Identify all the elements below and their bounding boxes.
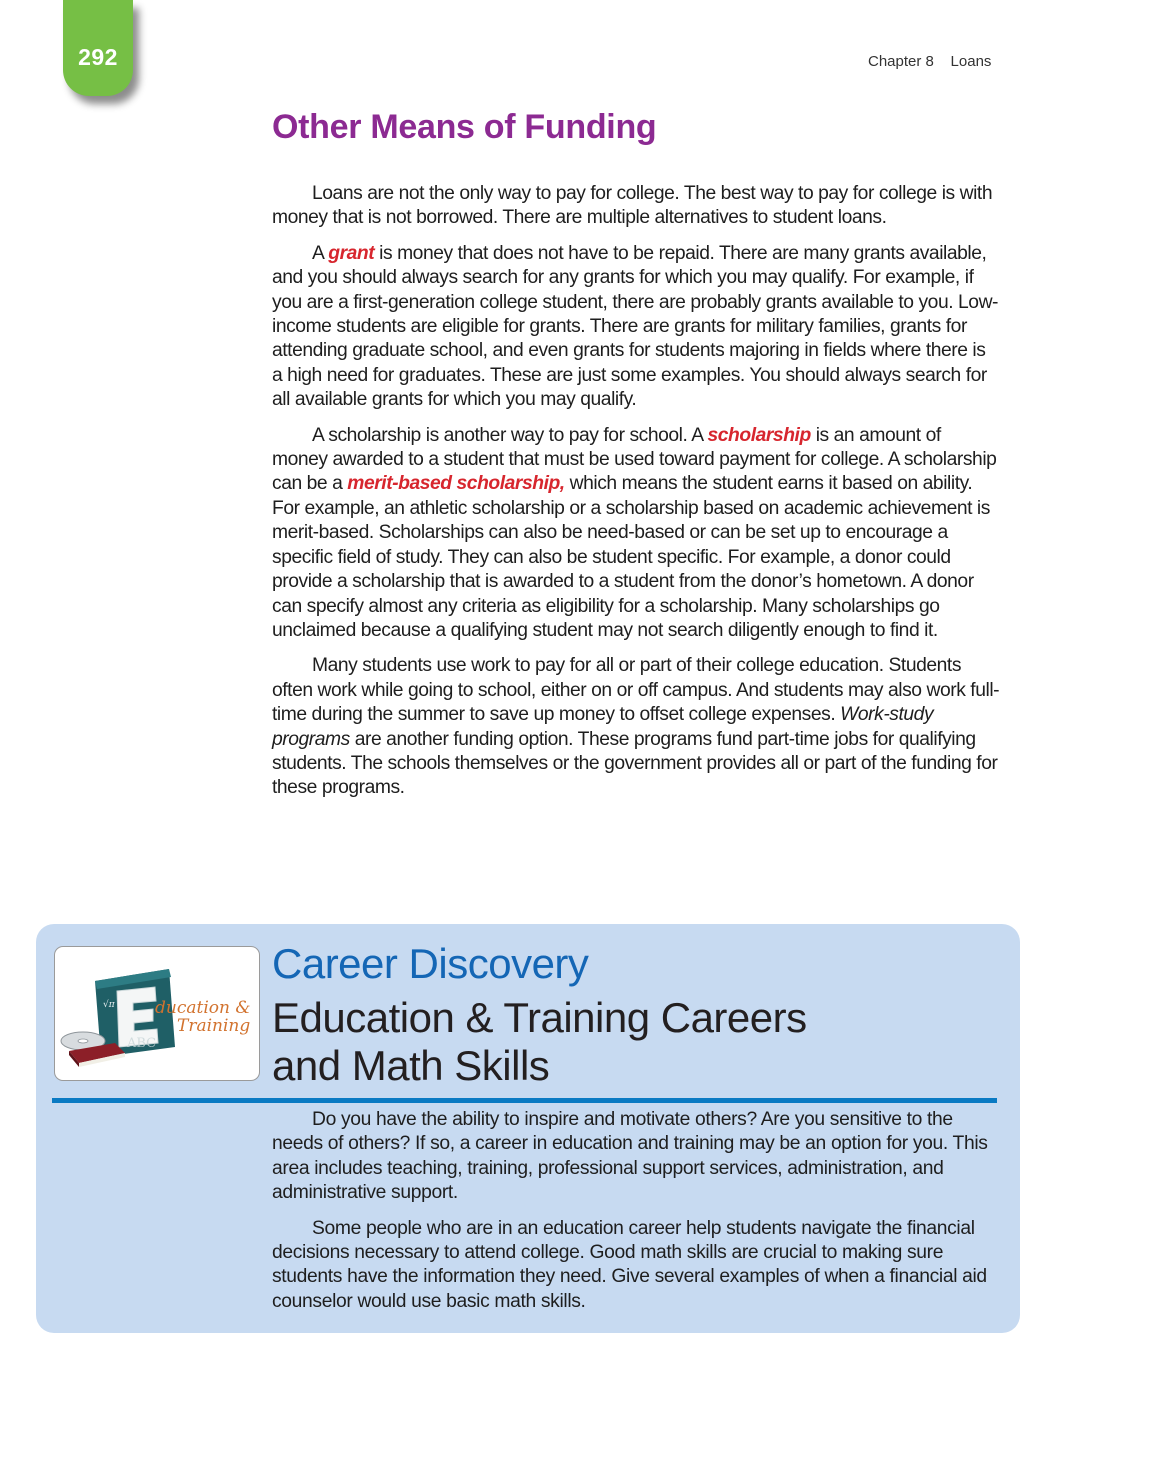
paragraph-intro: Loans are not the only way to pay for college. The best way to pay for college is with money that is not borrowed. There are multiple alternatives to student loans. xyxy=(272,183,993,229)
key-term-scholarship: scholarship xyxy=(707,424,811,446)
key-term-grant: grant xyxy=(328,242,375,264)
section-title: Other Means of Funding xyxy=(272,108,657,146)
paragraph-work-study: Many students use work to pay for all or part of their college education. Students often work while going to school, either on or off campus. And students may also work full-time during the summer to save up money to offset college expenses. Work-study programs are another funding option. These programs fund part-time jobs for qualifying students. The schools themselves or the government provides all or part of the funding for these programs. xyxy=(272,655,1000,799)
paragraph-grant: A grant is money that does not have to be repaid. There are many grants available, and you should always search for any grants for which you may qualify. For example, if you are a first-generation college student, there are probably grants available to you. Low-income students are eligible for grants. There are grants for military families, grants for attending graduate school, and even grants for students majoring in fields where there is a high need for graduates. These are just some examples. You should always search for all available grants for which you may qualify. xyxy=(272,242,999,411)
svg-text:√π: √π xyxy=(103,1000,115,1010)
career-discovery-box xyxy=(36,924,1020,1333)
career-body xyxy=(272,1108,1002,1325)
career-divider xyxy=(52,1098,997,1103)
svg-text:Training: Training xyxy=(177,1016,251,1036)
career-discovery-kicker: Career Discovery xyxy=(272,940,589,987)
career-paragraph: Do you have the ability to inspire and motivate others? Are you sensitive to the needs of others? If so, a career in education and training may be an option for you. This area includes teaching, training, professional support services, administration, and administrative support. xyxy=(272,1109,988,1204)
section-body xyxy=(272,182,1000,812)
paragraph-scholarship: A scholarship is another way to pay for school. A scholarship is an amount of money awarded to a student that must be used toward payment for college. A scholarship can be a merit-based scholarship, which means the student earns it based on ability. For example, an athletic scholarship or a scholarship based on academic achievement is merit-based. Scholarships can also be need-based or can be set up to encourage a specific field of study. They can also be student specific. For example, a donor could provide a scholarship that is awarded to a student from the donor’s hometown. A donor can specify almost any criteria as eligibility for a scholarship. Many scholarships go unclaimed because a qualifying student may not search diligently enough to find it. xyxy=(272,424,997,641)
italic-term-work-study: Work-study programs xyxy=(272,704,934,750)
education-training-icon xyxy=(55,947,259,1080)
career-title: Education & Training Careers and Math Skills xyxy=(272,994,807,1089)
page-number: 292 xyxy=(78,44,118,70)
education-training-logo xyxy=(54,946,260,1081)
page-number-tab xyxy=(63,0,133,96)
svg-text:ABC: ABC xyxy=(127,1036,157,1051)
key-term-merit-based-scholarship: merit-based scholarship, xyxy=(347,473,565,495)
career-paragraph: Some people who are in an education career help students navigate the financial decisions necessary to attend college. Good math skills are crucial to making sure students have the information they need. Give several examples of when a financial aid counselor would use basic math skills. xyxy=(272,1217,987,1312)
svg-text:ducation &: ducation & xyxy=(155,998,251,1018)
running-head: Chapter 8 Loans xyxy=(868,53,992,70)
